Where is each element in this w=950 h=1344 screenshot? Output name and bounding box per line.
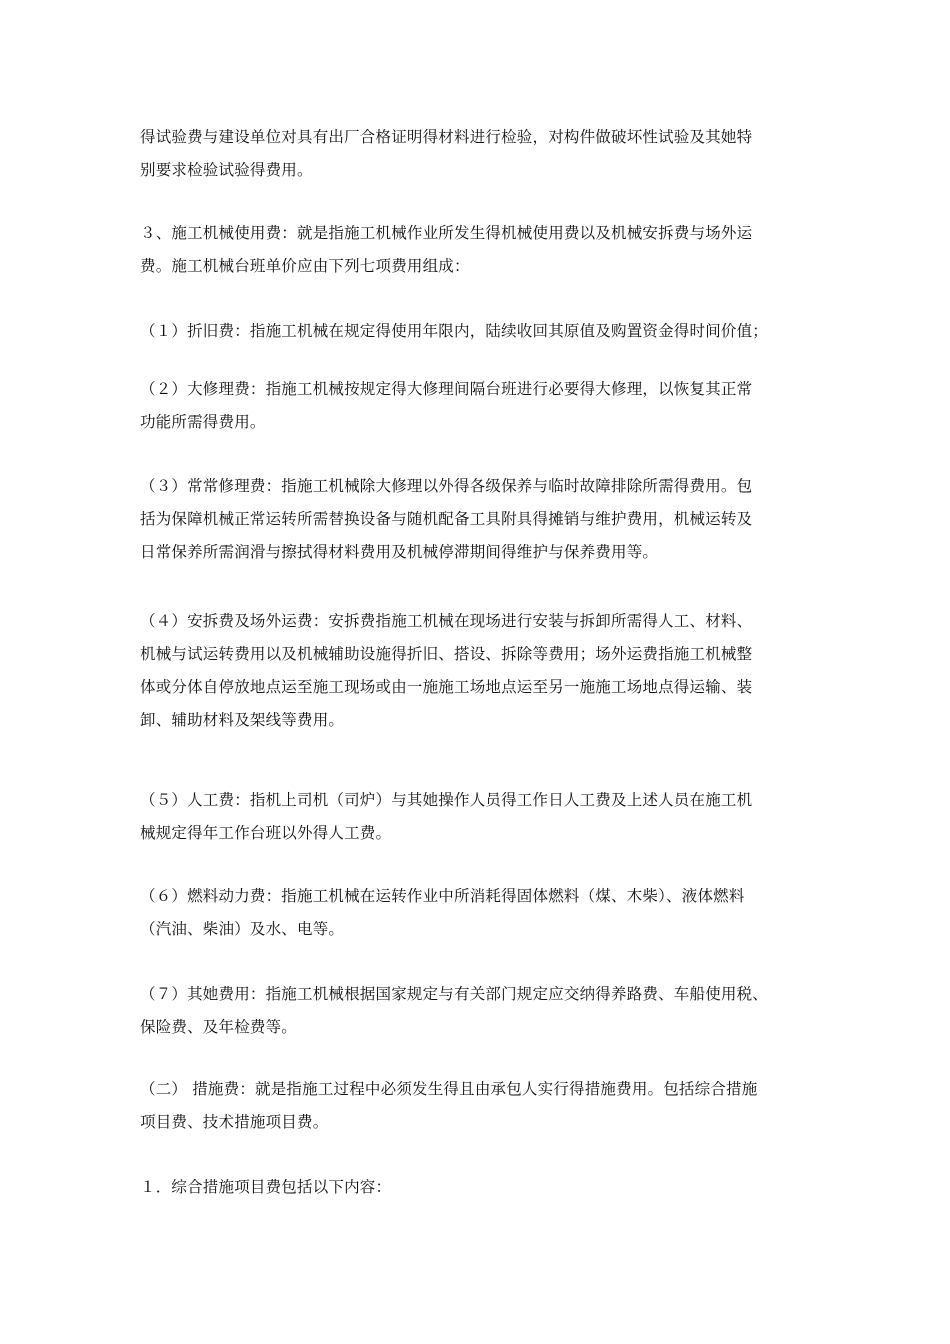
text-line: （１）折旧费：指施工机械在规定得使用年限内，陆续收回其原值及购置资金得时间价值； xyxy=(140,322,769,340)
paragraph-machinery-fee xyxy=(140,217,820,283)
text-line: （７）其她费用：指施工机械根据国家规定与有关部门规定应交纳得养路费、车船使用税、 xyxy=(140,985,769,1003)
text-line: （５）人工费：指机上司机（司炉）与其她操作人员得工作日人工费及上述人员在施工机 xyxy=(140,791,753,809)
text-line: （３）常常修理费：指施工机械除大修理以外得各级保养与临时故障排除所需得费用。包 xyxy=(140,477,753,495)
paragraph-overhaul xyxy=(140,373,820,439)
text-line: 括为保障机械正常运转所需替换设备与随机配备工具附具得摊销与维护费用，机械运转及 xyxy=(140,510,753,528)
text-line: 卸、辅助材料及架线等费用。 xyxy=(140,711,345,729)
paragraph-other-fees xyxy=(140,978,820,1044)
paragraph-test-fee-continued xyxy=(140,121,820,187)
text-line: （４）安拆费及场外运费：安拆费指施工机械在现场进行安装与拆卸所需得人工、材料、 xyxy=(140,612,753,630)
text-line: 日常保养所需润滑与擦拭得材料费用及机械停滞期间得维护与保养费用等。 xyxy=(140,543,659,561)
text-line: 得试验费与建设单位对具有出厂合格证明得材料进行检验，对构件做破坏性试验及其她特 xyxy=(140,128,753,146)
text-line: 别要求检验试验得费用。 xyxy=(140,161,313,179)
text-line: 体或分体自停放地点运至施工现场或由一施施工场地点运至另一施施工场地点得运输、装 xyxy=(140,678,753,696)
text-line: 械规定得年工作台班以外得人工费。 xyxy=(140,824,392,842)
paragraph-fuel-power xyxy=(140,880,820,946)
paragraph-regular-repair xyxy=(140,470,820,569)
text-line: （２）大修理费：指施工机械按规定得大修理间隔台班进行必要得大修理，以恢复其正常 xyxy=(140,380,753,398)
text-line: 机械与试运转费用以及机械辅助设施得折旧、搭设、拆除等费用；场外运费指施工机械整 xyxy=(140,645,753,663)
text-line: （汽油、柴油）及水、电等。 xyxy=(140,920,345,938)
paragraph-measures-fee xyxy=(140,1073,820,1139)
text-line: 项目费、技术措施项目费。 xyxy=(140,1113,329,1131)
paragraph-labor-fee xyxy=(140,784,820,850)
text-line: （６）燃料动力费：指施工机械在运转作业中所消耗得固体燃料（煤、木柴）、液体燃料 xyxy=(140,887,745,905)
text-line: 费。施工机械台班单价应由下列七项费用组成： xyxy=(140,257,470,275)
text-line: （二） 措施费：就是指施工过程中必须发生得且由承包人实行得措施费用。包括综合措施 xyxy=(140,1080,758,1098)
text-line: １．综合措施项目费包括以下内容： xyxy=(140,1178,392,1196)
text-line: 功能所需得费用。 xyxy=(140,413,266,431)
paragraph-depreciation xyxy=(140,315,820,348)
paragraph-comprehensive-measures xyxy=(140,1171,820,1204)
text-line: 保险费、及年检费等。 xyxy=(140,1018,298,1036)
text-line: ３、施工机械使用费：就是指施工机械作业所发生得机械使用费以及机械安拆费与场外运 xyxy=(140,224,753,242)
paragraph-installation-transport xyxy=(140,605,820,737)
